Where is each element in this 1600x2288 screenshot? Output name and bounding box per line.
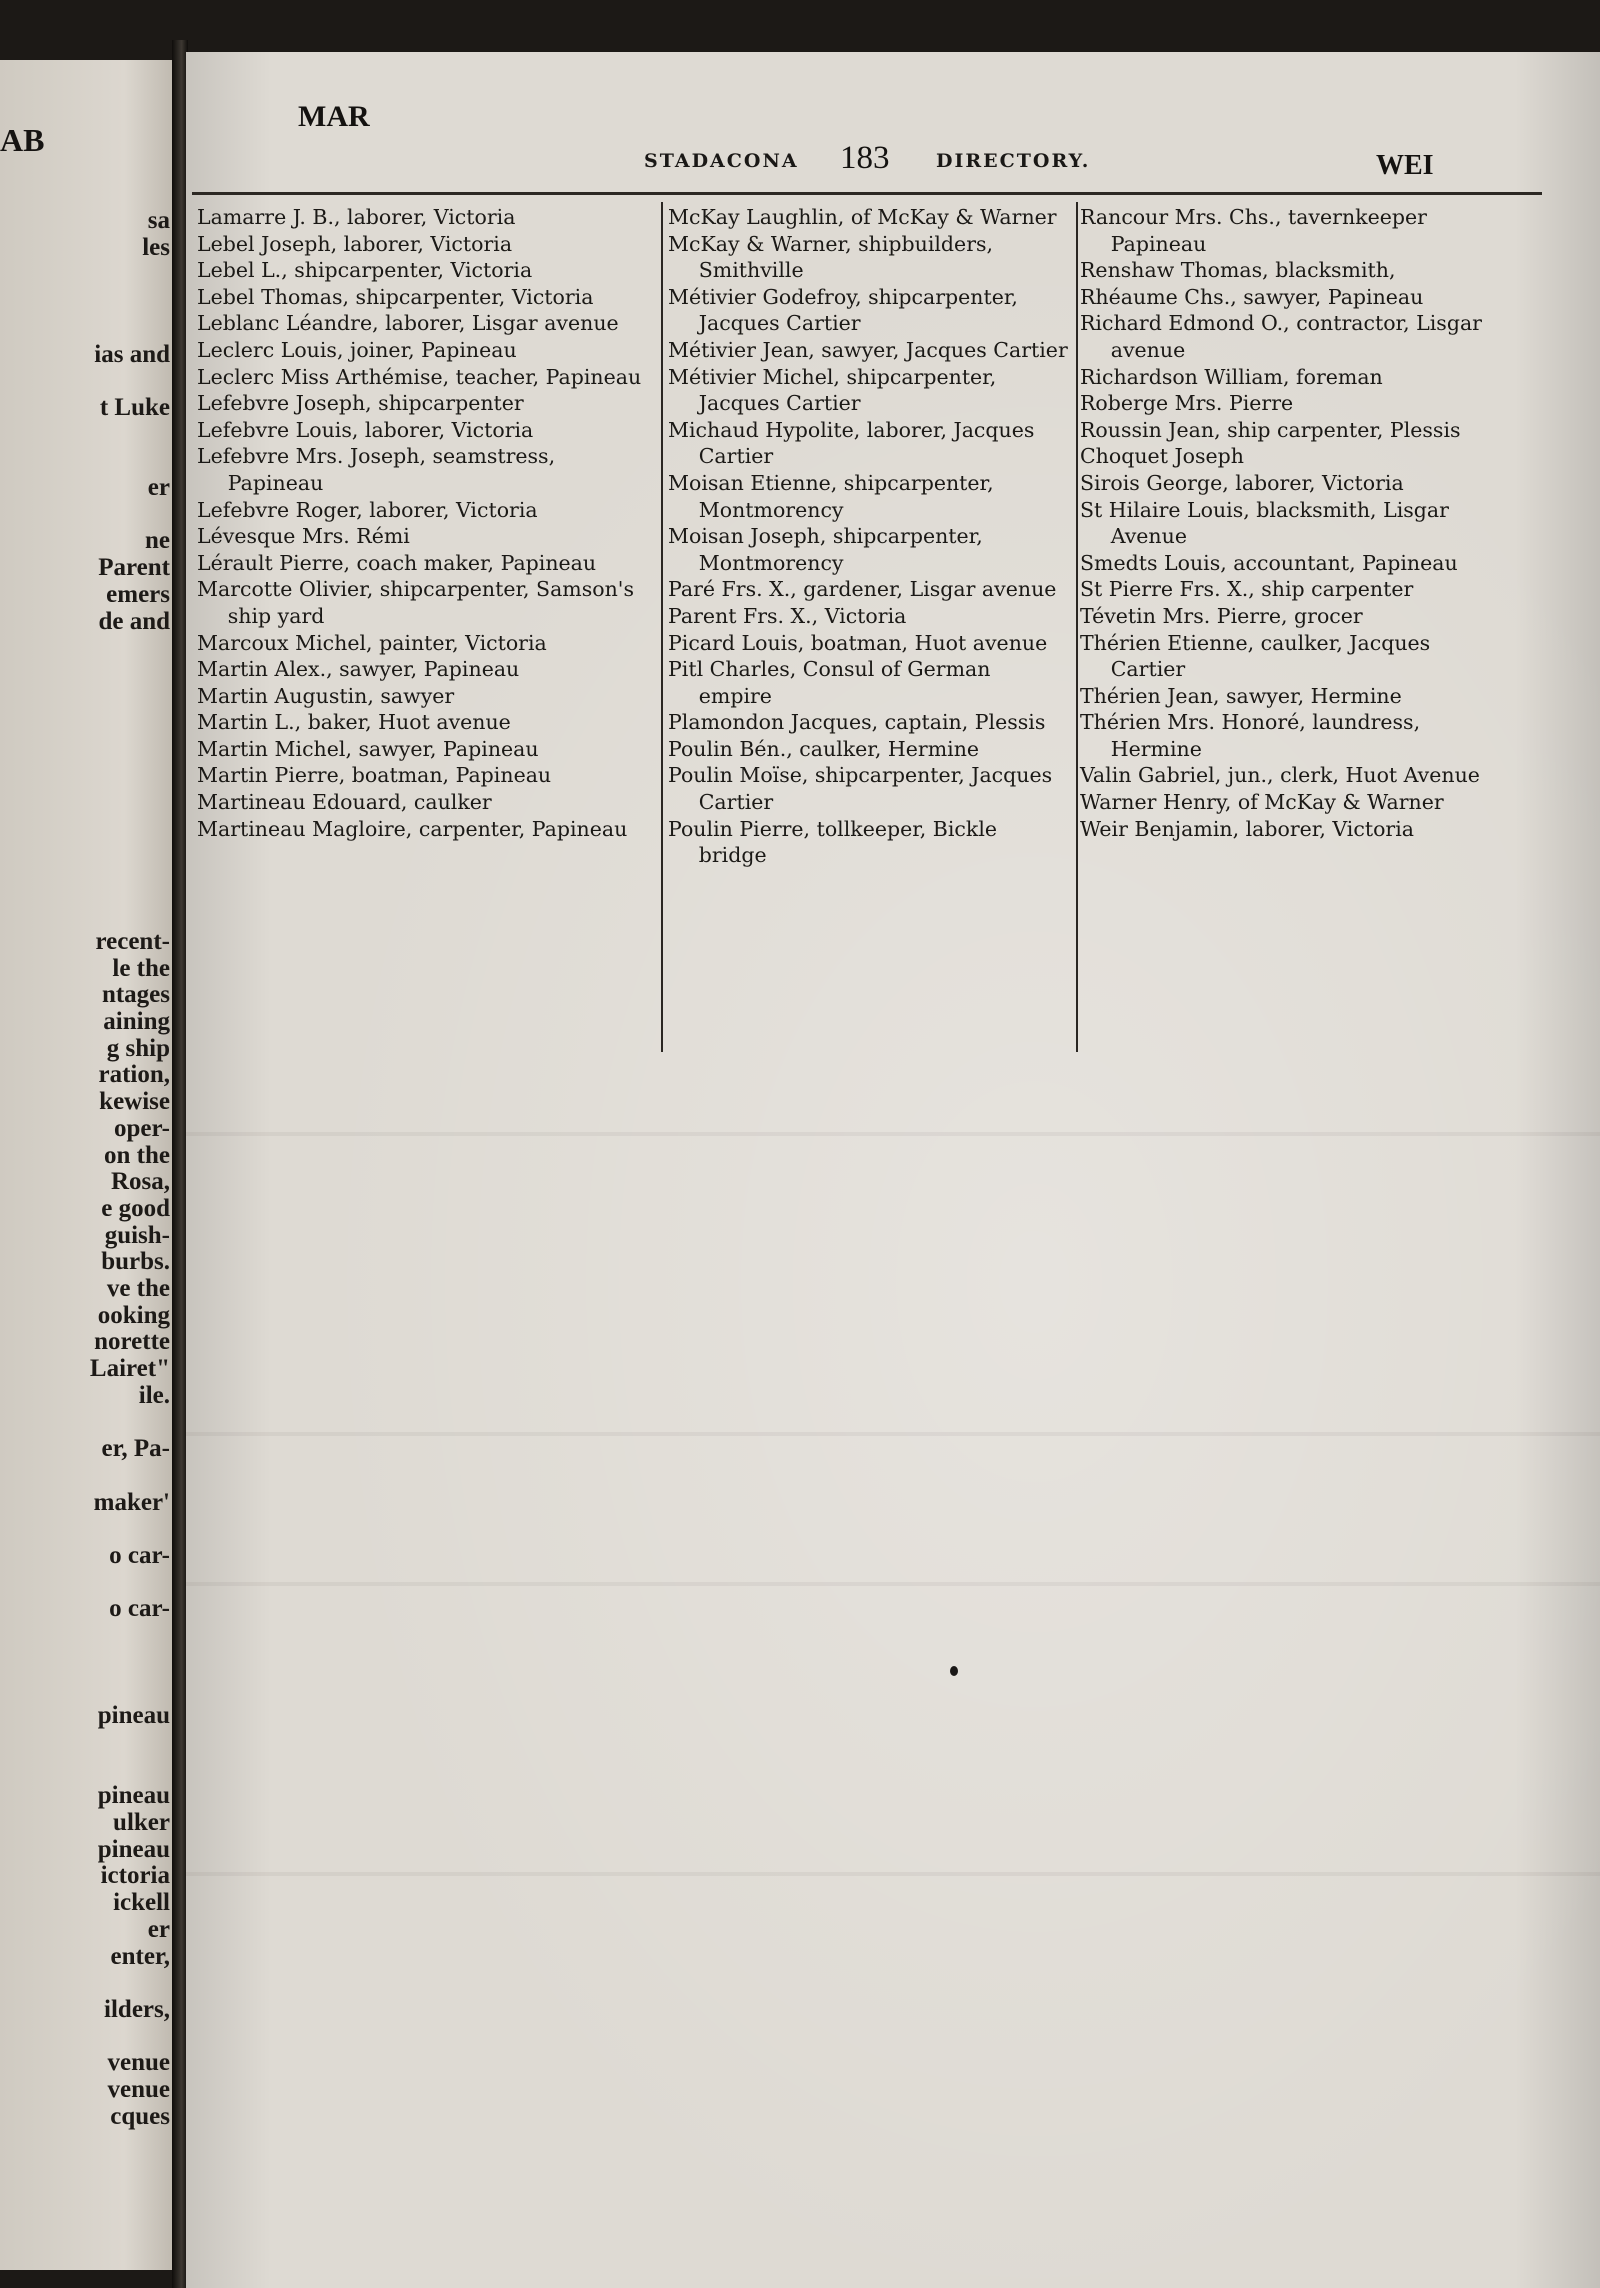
directory-column-1 — [197, 204, 655, 842]
left-page-line: les — [142, 233, 170, 261]
directory-entry: Rhéaume Chs., sawyer, Papineau — [1080, 284, 1424, 309]
running-head-title: STADACONA — [644, 150, 799, 172]
directory-entry: Métivier Michel, shipcarpenter, Jacques Cartier — [668, 364, 997, 416]
left-page-line: ictoria — [100, 1862, 170, 1890]
directory-entry: Lefebvre Roger, laborer, Victoria — [197, 497, 538, 522]
left-page-line: er, Pa- — [101, 1435, 170, 1463]
left-page-line: emers — [106, 580, 170, 608]
left-page-line: enter, — [110, 1942, 170, 1970]
left-page-line: ias and — [94, 340, 170, 368]
directory-entry: Rancour Mrs. Chs., tavernkeeper Papineau — [1080, 205, 1427, 256]
directory-entry: Martin L., baker, Huot avenue — [197, 710, 511, 735]
directory-entry: Poulin Bén., caulker, Hermine — [668, 736, 980, 761]
directory-entry: Lévesque Mrs. Rémi — [197, 524, 410, 549]
directory-entry: Lefebvre Louis, laborer, Victoria — [197, 417, 534, 442]
left-page-line: recent- — [95, 927, 170, 955]
bleed-through-rule — [186, 1132, 1600, 1136]
left-page-line: Lairet" — [89, 1355, 170, 1383]
left-page-line: ne — [145, 527, 170, 555]
left-page-line: aining — [103, 1008, 170, 1035]
directory-entry: Martin Pierre, boatman, Papineau — [197, 763, 552, 788]
left-page-line: le the — [112, 954, 170, 982]
directory-entry: Thérien Etienne, caulker, Jacques Cartier — [1080, 630, 1431, 682]
directory-entry: Lebel Joseph, laborer, Victoria — [197, 231, 513, 256]
left-page-line: Parent — [98, 554, 170, 582]
directory-entry: Smedts Louis, accountant, Papineau — [1080, 550, 1458, 575]
directory-entry: Lebel Thomas, shipcarpenter, Victoria — [197, 284, 594, 309]
bleed-through-rule — [186, 1432, 1600, 1436]
directory-entry: Michaud Hypolite, laborer, Jacques Cartier — [668, 417, 1035, 469]
directory-entry: Thérien Mrs. Honoré, laundress, Hermine — [1080, 710, 1421, 761]
left-page-line: de and — [98, 607, 170, 635]
page-number: 183 — [840, 140, 890, 176]
bleed-through-rule — [186, 1582, 1600, 1586]
directory-entry: Lérault Pierre, coach maker, Papineau — [197, 550, 597, 575]
directory-entry: Lamarre J. B., laborer, Victoria — [197, 205, 516, 229]
directory-entry: Lefebvre Joseph, shipcarpenter — [197, 391, 524, 416]
column-divider — [661, 202, 663, 1052]
directory-page — [186, 52, 1600, 2288]
directory-column-2 — [668, 204, 1068, 869]
left-page-line: ntages — [101, 981, 170, 1009]
directory-entry: St Pierre Frs. X., ship carpenter — [1080, 577, 1414, 602]
left-page-line: ile. — [138, 1381, 170, 1409]
directory-entry: Sirois George, laborer, Victoria — [1080, 470, 1404, 495]
directory-entry: Warner Henry, of McKay & Warner — [1080, 790, 1444, 815]
directory-entry: Parent Frs. X., Victoria — [668, 603, 907, 628]
directory-entry: Moisan Etienne, shipcarpenter, Montmorency — [668, 470, 994, 522]
directory-entry: Leclerc Miss Arthémise, teacher, Papineau — [197, 364, 642, 389]
left-page-line: t Luke — [99, 393, 170, 421]
left-page-line: ve the — [106, 1275, 170, 1302]
directory-entry: Marcoux Michel, painter, Victoria — [197, 630, 547, 655]
directory-entry: Weir Benjamin, laborer, Victoria — [1080, 816, 1415, 841]
directory-entry: Thérien Jean, sawyer, Hermine — [1080, 683, 1402, 708]
left-page-line: norette — [94, 1328, 170, 1356]
directory-entry: Picard Louis, boatman, Huot avenue — [668, 630, 1048, 655]
directory-entry: Poulin Moïse, shipcarpenter, Jacques Cartier — [668, 763, 1053, 815]
left-page-line: er — [147, 1915, 170, 1943]
directory-entry: Paré Frs. X., gardener, Lisgar avenue — [668, 577, 1057, 602]
left-page-line: e good — [101, 1194, 170, 1222]
left-page-line: Rosa, — [110, 1168, 170, 1196]
directory-entry: Tévetin Mrs. Pierre, grocer — [1080, 603, 1363, 628]
directory-entry: Lefebvre Mrs. Joseph, seamstress, Papineau — [197, 444, 556, 495]
running-head-left: MAR — [298, 100, 370, 133]
directory-entry: Renshaw Thomas, blacksmith, — [1080, 258, 1396, 283]
directory-entry: Martineau Magloire, carpenter, Papineau — [197, 816, 628, 841]
left-page-line: ilders, — [104, 1995, 170, 2023]
column-divider — [1076, 202, 1078, 1052]
directory-entry: Leblanc Léandre, laborer, Lisgar avenue — [197, 311, 619, 336]
directory-entry: Pitl Charles, Consul of German empire — [668, 657, 991, 708]
header-rule — [192, 192, 1542, 195]
directory-entry: Martin Augustin, sawyer — [197, 683, 455, 708]
left-page-line: pineau — [97, 1702, 170, 1730]
running-head-subtitle: DIRECTORY. — [936, 150, 1091, 172]
directory-entry: Roussin Jean, ship carpenter, Plessis — [1080, 417, 1461, 442]
directory-entry: Richard Edmond O., contractor, Lisgar avenue — [1080, 311, 1482, 362]
directory-entry: Choquet Joseph — [1080, 444, 1244, 469]
directory-entry: Moisan Joseph, shipcarpenter, Montmorency — [668, 524, 983, 575]
directory-entry: Martin Michel, sawyer, Papineau — [197, 736, 539, 761]
directory-entry: Richardson William, foreman — [1080, 364, 1383, 389]
left-page-line: guish- — [104, 1221, 170, 1249]
running-head-right: WEI — [1376, 150, 1434, 181]
left-page-line: cques — [110, 2102, 170, 2130]
left-page-line: kewise — [99, 1088, 170, 1116]
left-page-line: ulker — [113, 1809, 170, 1836]
directory-entry: Roberge Mrs. Pierre — [1080, 391, 1294, 416]
left-page-line: oper- — [114, 1114, 170, 1142]
left-page-line: ration, — [98, 1061, 170, 1089]
left-page-header: AB — [0, 122, 45, 158]
left-page-line: o car- — [109, 1542, 170, 1569]
directory-entry: Valin Gabriel, jun., clerk, Huot Avenue — [1080, 763, 1480, 788]
left-page-line: g ship — [106, 1034, 170, 1062]
left-page-line: ickell — [113, 1889, 170, 1917]
directory-entry: Lebel L., shipcarpenter, Victoria — [197, 258, 533, 283]
bleed-through-rule — [186, 1872, 1600, 1876]
directory-entry: St Hilaire Louis, blacksmith, Lisgar Avenue — [1080, 497, 1449, 549]
left-page-line: o car- — [109, 1595, 170, 1623]
directory-entry: Martineau Edouard, caulker — [197, 790, 492, 815]
left-page-line: sa — [147, 207, 170, 234]
left-page-line: venue — [107, 2049, 170, 2077]
directory-entry: Poulin Pierre, tollkeeper, Bickle bridge — [668, 816, 998, 868]
directory-entry: McKay & Warner, shipbuilders, Smithville — [668, 231, 994, 283]
directory-entry: McKay Laughlin, of McKay & Warner — [668, 205, 1057, 229]
left-page-line: ooking — [97, 1301, 170, 1329]
left-page-line: pineau — [97, 1782, 170, 1810]
left-page-line: pineau — [97, 1835, 170, 1863]
left-page-line: on the — [104, 1141, 170, 1169]
left-page-line: venue — [107, 2076, 170, 2103]
directory-entry: Marcotte Olivier, shipcarpenter, Samson's ship yard — [197, 577, 634, 628]
ink-speck — [950, 1666, 958, 1676]
left-page-line: er — [147, 474, 170, 501]
left-page-line: burbs. — [101, 1248, 170, 1276]
directory-entry: Plamondon Jacques, captain, Plessis — [668, 710, 1046, 735]
left-page-fragment — [0, 60, 178, 2270]
directory-entry: Métivier Jean, sawyer, Jacques Cartier — [668, 337, 1068, 362]
left-page-line: maker' — [93, 1488, 170, 1516]
directory-column-3 — [1080, 204, 1490, 842]
directory-entry: Métivier Godefroy, shipcarpenter, Jacques Cartier — [668, 284, 1018, 336]
directory-entry: Leclerc Louis, joiner, Papineau — [197, 337, 517, 362]
directory-entry: Martin Alex., sawyer, Papineau — [197, 657, 520, 682]
